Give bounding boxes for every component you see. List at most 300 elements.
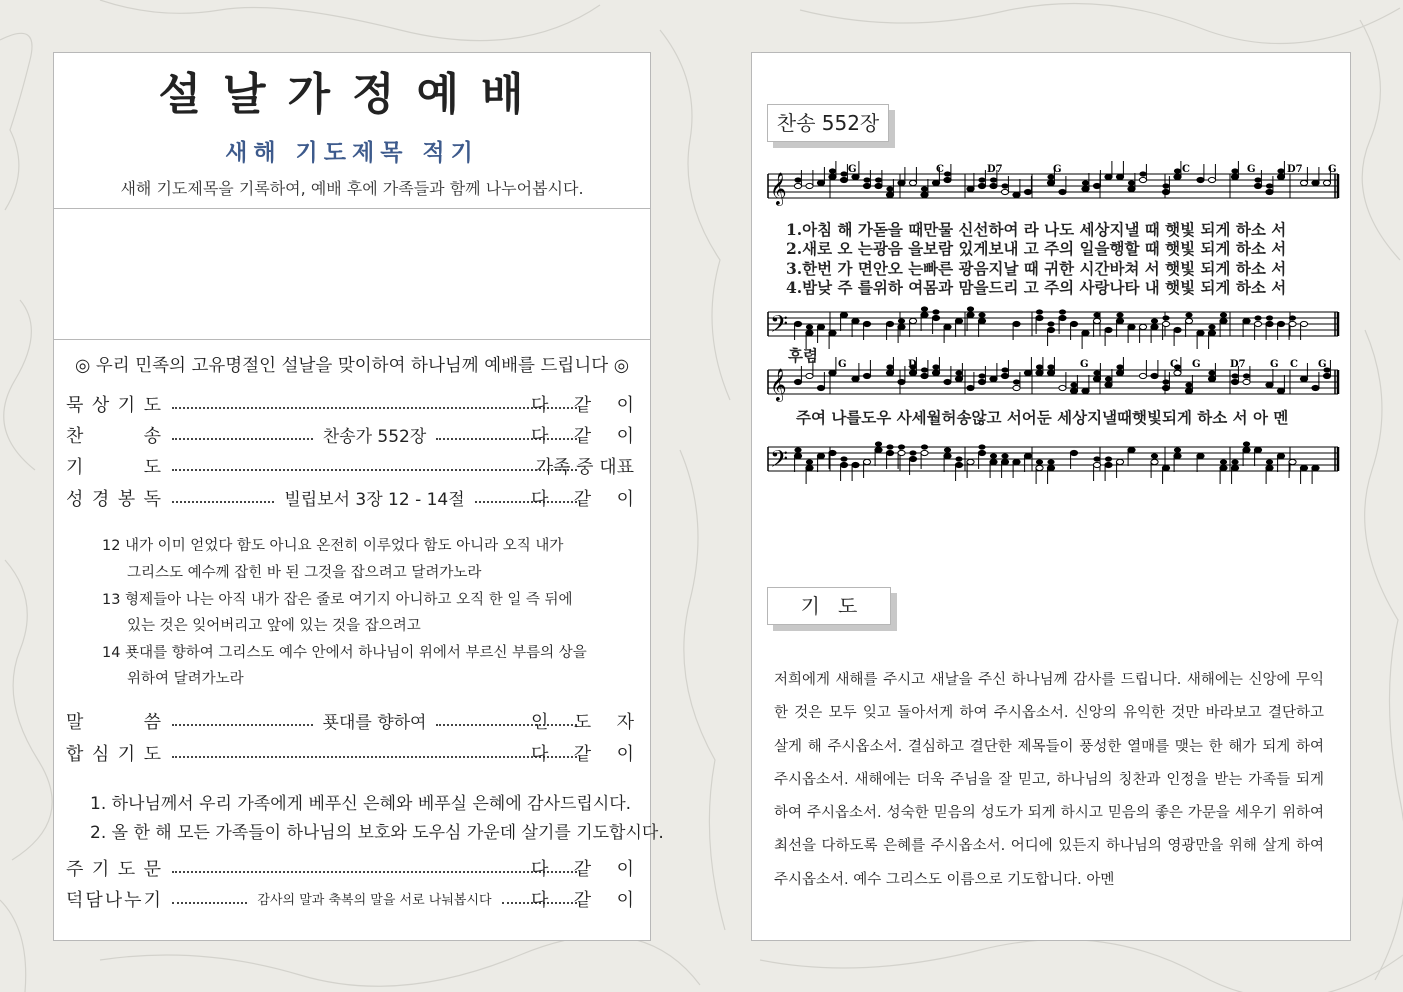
note-head (863, 321, 870, 326)
note-head (1277, 174, 1284, 179)
note-head (1001, 373, 1008, 378)
chord-symbol: D7 (987, 164, 1003, 175)
note-head (1116, 370, 1123, 375)
note-head (1185, 318, 1192, 323)
note-head (978, 312, 985, 317)
note-head (1013, 192, 1020, 197)
note-head (852, 318, 859, 323)
note-head (978, 177, 985, 182)
order-row (66, 424, 636, 450)
note-head (921, 373, 928, 378)
note-head (1312, 180, 1319, 185)
note-head (898, 450, 905, 455)
dot-leader (172, 455, 577, 481)
note-head (1254, 321, 1261, 326)
note-head (794, 321, 801, 326)
dot-leader (172, 888, 577, 914)
note-head (1001, 459, 1008, 464)
note-head (1070, 321, 1077, 326)
note-head (1231, 168, 1238, 173)
note-head (1082, 330, 1089, 335)
note-head (852, 376, 859, 381)
note-head (921, 192, 928, 197)
note-head (1070, 450, 1077, 455)
prayer-label: 기도 (767, 587, 891, 625)
note-head (990, 459, 997, 464)
note-head (886, 321, 893, 326)
hymn-label: 찬송 552장 (767, 104, 889, 142)
note-head (1231, 379, 1238, 384)
note-head (1093, 318, 1100, 323)
note-head (967, 306, 974, 311)
order-label: 묵 상 기 도 (66, 395, 161, 416)
note-head (863, 373, 870, 378)
note-head (1254, 183, 1261, 188)
note-head (921, 450, 928, 455)
note-head (1220, 459, 1227, 464)
note-head (898, 180, 905, 185)
note-head (1024, 189, 1031, 194)
note-head (978, 318, 985, 323)
note-head (1013, 459, 1020, 464)
order-label: 주 기 도 문 (66, 859, 161, 880)
note-head (1208, 370, 1215, 375)
note-head (955, 318, 962, 323)
note-head (886, 364, 893, 369)
note-head (1243, 379, 1250, 384)
note-head (1047, 459, 1054, 464)
note-head (1220, 318, 1227, 323)
note-head (1174, 447, 1181, 452)
note-head (1105, 327, 1112, 332)
order-leader: 다 같 이 (531, 744, 634, 765)
note-head (1059, 315, 1066, 320)
note-head (1139, 177, 1146, 182)
note-head (1300, 180, 1307, 185)
note-head (817, 180, 824, 185)
note-head (909, 456, 916, 461)
note-head (1128, 324, 1135, 329)
note-head (944, 171, 951, 176)
note-head (978, 373, 985, 378)
note-head (1208, 177, 1215, 182)
note-head (1289, 321, 1296, 326)
note-head (967, 459, 974, 464)
chord-symbol: C (936, 164, 944, 175)
scripture-line: 그리스도 예수께 잡힌 바 된 그것을 잡으려고 달려가노라 (127, 565, 482, 581)
note-head (909, 370, 916, 375)
note-head (1047, 321, 1054, 326)
note-head (1047, 370, 1054, 375)
order-detail: 빌립보서 3장 12 - 14절 (284, 490, 465, 510)
note-head (1266, 459, 1273, 464)
note-head (875, 183, 882, 188)
note-head (978, 450, 985, 455)
note-head (1001, 453, 1008, 458)
note-head (1093, 462, 1100, 467)
order-leader: 인 도 자 (531, 712, 634, 733)
chord-symbol: G (1270, 359, 1279, 370)
note-head (909, 450, 916, 455)
note-head (1001, 367, 1008, 372)
order-leader: 다 같 이 (531, 489, 634, 510)
scripture-line: 12 내가 이미 얻었다 함도 아니요 온전히 이루었다 함도 아니라 오직 내가 (102, 538, 564, 554)
note-head (1266, 382, 1273, 387)
note-head (1266, 189, 1273, 194)
note-head (1162, 321, 1169, 326)
note-head (955, 462, 962, 467)
chord-symbol: G (1192, 359, 1201, 370)
note-head (1289, 459, 1296, 464)
dot-leader (172, 742, 577, 768)
note-head (1174, 327, 1181, 332)
chord-symbol: C (1182, 164, 1190, 175)
note-head (1036, 364, 1043, 369)
note-head (1105, 376, 1112, 381)
note-head (955, 370, 962, 375)
note-head (1128, 186, 1135, 191)
dot-leader (172, 857, 577, 883)
clef-icon: 𝄞 (770, 368, 787, 401)
note-head (1300, 376, 1307, 381)
note-head (932, 315, 939, 320)
note-head (817, 324, 824, 329)
note-head (1277, 321, 1284, 326)
note-head (1162, 385, 1169, 390)
note-head (1139, 171, 1146, 176)
note-head (944, 177, 951, 182)
note-head (1277, 168, 1284, 173)
note-head (1059, 309, 1066, 314)
note-head (1024, 453, 1031, 458)
note-head (1185, 388, 1192, 393)
note-head (806, 324, 813, 329)
note-head (1047, 180, 1054, 185)
note-head (978, 444, 985, 449)
prayer-item: 1. 하나님께서 우리 가족에게 베푸신 은혜와 베푸실 은혜에 감사드립시다. (90, 794, 632, 814)
order-row (66, 710, 636, 736)
note-head (1128, 180, 1135, 185)
order-leader: 다 같 이 (531, 395, 634, 416)
note-head (1036, 459, 1043, 464)
hymn-verse: 2.새로 오 는광음 을보람 있게보내 고 주의 일을행할 때 햇빛 되게 하소 서 (786, 239, 1287, 258)
clef-icon: 𝄞 (770, 172, 787, 205)
note-head (1116, 459, 1123, 464)
hymn-refrain: 주여 나를도우 사세월허송않고 서어둔 세상지낼때햇빛되게 하소 서 아 멘 (796, 408, 1289, 427)
note-head (840, 456, 847, 461)
note-head (1197, 177, 1204, 182)
note-head (806, 183, 813, 188)
order-leader: 다 같 이 (531, 859, 634, 880)
note-head (1220, 465, 1227, 470)
order-row (66, 742, 636, 768)
note-head (817, 453, 824, 458)
note-head (1243, 441, 1250, 446)
note-head (967, 385, 974, 390)
note-head (1208, 330, 1215, 335)
note-head (1070, 382, 1077, 387)
note-head (1013, 385, 1020, 390)
note-head (944, 447, 951, 452)
note-head (1277, 388, 1284, 393)
note-head (898, 379, 905, 384)
note-head (1082, 186, 1089, 191)
note-head (886, 444, 893, 449)
note-head (909, 318, 916, 323)
note-head (1266, 465, 1273, 470)
note-head (806, 465, 813, 470)
note-head (852, 174, 859, 179)
note-head (932, 364, 939, 369)
note-head (1093, 376, 1100, 381)
note-head (1047, 465, 1054, 470)
note-head (932, 309, 939, 314)
chord-symbol: C (1170, 359, 1178, 370)
note-head (955, 376, 962, 381)
note-head (1139, 373, 1146, 378)
note-head (1013, 321, 1020, 326)
note-head (1093, 312, 1100, 317)
note-head (990, 177, 997, 182)
note-head (898, 318, 905, 323)
note-head (1116, 312, 1123, 317)
note-head (840, 312, 847, 317)
chord-symbol: G (1247, 164, 1256, 175)
note-head (1243, 447, 1250, 452)
page-title: 설날가정예배 (158, 69, 546, 120)
order-leader: 다 같 이 (531, 890, 634, 911)
subtitle: 새해 기도제목 적기 (225, 140, 479, 166)
note-head (829, 450, 836, 455)
order-detail: 감사의 말과 축복의 말을 서로 나눠봅시다 (257, 893, 492, 908)
chord-symbol: G (848, 164, 857, 175)
note-head (886, 192, 893, 197)
note-head (806, 330, 813, 335)
divider (53, 339, 651, 340)
note-head (1162, 183, 1169, 188)
note-head (1116, 318, 1123, 323)
note-head (1093, 370, 1100, 375)
clef-icon: 𝄢 (770, 445, 789, 478)
note-head (1208, 324, 1215, 329)
note-head (1323, 180, 1330, 185)
note-head (1174, 168, 1181, 173)
note-head (1174, 370, 1181, 375)
note-head (909, 180, 916, 185)
order-row (66, 487, 636, 513)
prayer-note-area[interactable] (54, 210, 650, 338)
dot-leader (172, 424, 577, 450)
note-head (806, 459, 813, 464)
note-head (1151, 318, 1158, 323)
note-head (1162, 315, 1169, 320)
note-head (978, 379, 985, 384)
order-label: 말 씀 (66, 712, 161, 733)
dot-leader (172, 487, 577, 513)
note-head (1047, 364, 1054, 369)
note-head (1162, 465, 1169, 470)
note-head (1277, 453, 1284, 458)
note-head (932, 180, 939, 185)
note-head (1254, 447, 1261, 452)
note-head (932, 370, 939, 375)
clef-icon: 𝄢 (770, 310, 789, 343)
note-head (829, 174, 836, 179)
note-head (944, 324, 951, 329)
chord-symbol: G (1318, 359, 1327, 370)
note-head (806, 373, 813, 378)
note-head (1093, 456, 1100, 461)
scripture-line: 위하여 달려가노라 (127, 671, 244, 687)
order-leader: 가족 중 대표 (535, 457, 634, 478)
chord-symbol: D7 (1287, 164, 1303, 175)
note-head (1266, 321, 1273, 326)
note-head (794, 183, 801, 188)
note-head (863, 177, 870, 182)
note-head (1116, 174, 1123, 179)
hymn-sheet-music (760, 160, 1345, 490)
note-head (1036, 370, 1043, 375)
note-head (1162, 189, 1169, 194)
note-head (921, 186, 928, 191)
prayer-text: 저희에게 새해를 주시고 새날을 주신 하나님께 감사를 드립니다. 새해에는 신앙에 무익한 것은 모두 잊고 돌아서게 하여 주시옵소서. 신앙의 유익한 것만 바라보고 결단하고 살게 해 주시옵소서. 결심하고 결단한 제목들이 풍성한 열매를 맺는 한 해가 되게 하여 주시옵소서. 새해에는 더욱 주님을 잘 믿고, 하나님의 칭찬과 인정을 받는 가족들 되게 하여 주시옵소서. 성숙한 믿음의 성도가 되게 하시고 믿음의 좋은 가문을 세우기 위하여 최선을 다하도록 은혜를 주시옵소서. 어디에 있든지 하나님의 영광만을 위해 살게 하여 주시옵소서. 예수 그리스도 이름으로 기도합니다. 아멘 (774, 672, 1324, 888)
note-head (921, 367, 928, 372)
note-head (886, 186, 893, 191)
hymn-verse: 4.밤낮 주 를위하 여몸과 맘을드리 고 주의 사랑나타 내 햇빛 되게 하소 서 (786, 278, 1287, 297)
note-head (817, 385, 824, 390)
scripture-line: 13 형제들아 나는 아직 내가 잡은 줄로 여기지 아니하고 오직 한 일 즉 뒤에 (102, 592, 573, 608)
scripture-line: 14 푯대를 향하여 그리스도 예수 안에서 하나님이 위에서 부르신 부름의 상을 (102, 645, 587, 661)
note-head (875, 441, 882, 446)
chord-symbol: G (1080, 359, 1089, 370)
note-head (829, 330, 836, 335)
note-head (1312, 385, 1319, 390)
note-head (840, 462, 847, 467)
note-head (1243, 318, 1250, 323)
note-head (1013, 379, 1020, 384)
order-label: 덕 담 나 누 기 (66, 890, 161, 911)
note-head (852, 462, 859, 467)
refrain-label: 후렴 (788, 346, 818, 365)
note-head (921, 312, 928, 317)
note-head (1197, 330, 1204, 335)
note-head (1266, 183, 1273, 188)
note-head (1001, 183, 1008, 188)
note-head (829, 168, 836, 173)
note-head (1024, 370, 1031, 375)
order-leader: 다 같 이 (531, 426, 634, 447)
note-head (1151, 459, 1158, 464)
note-head (794, 447, 801, 452)
note-head (955, 456, 962, 461)
note-head (898, 444, 905, 449)
order-row (66, 393, 636, 419)
note-head (990, 183, 997, 188)
note-head (794, 453, 801, 458)
dot-leader (172, 710, 577, 736)
note-head (1139, 324, 1146, 329)
note-head (1197, 453, 1204, 458)
note-head (944, 453, 951, 458)
note-head (1231, 465, 1238, 470)
order-row (66, 455, 636, 481)
note-head (1047, 327, 1054, 332)
note-head (886, 370, 893, 375)
note-head (1174, 174, 1181, 179)
note-head (1185, 382, 1192, 387)
note-head (1105, 456, 1112, 461)
order-label: 합 심 기 도 (66, 744, 161, 765)
note-head (978, 183, 985, 188)
note-head (840, 177, 847, 182)
note-head (794, 177, 801, 182)
chord-symbol: D (908, 359, 917, 370)
note-head (1116, 364, 1123, 369)
note-head (1105, 174, 1112, 179)
note-head (1289, 315, 1296, 320)
note-head (967, 312, 974, 317)
note-head (1300, 321, 1307, 326)
order-row (66, 888, 636, 914)
note-head (1082, 180, 1089, 185)
note-head (1254, 315, 1261, 320)
divider (53, 208, 651, 209)
prayer-item: 2. 올 한 해 모든 가족들이 하나님의 보호와 도우심 가운데 살기를 기도합시다. (90, 823, 664, 843)
note-head (898, 324, 905, 329)
hymn-verse: 3.한번 가 면안오 는빠른 광음지날 때 귀한 시간바쳐 서 햇빛 되게 하소 서 (786, 259, 1287, 278)
note-head (1185, 312, 1192, 317)
note-head (1312, 465, 1319, 470)
note-head (1151, 453, 1158, 458)
note-head (886, 450, 893, 455)
note-head (1254, 177, 1261, 182)
note-head (1151, 373, 1158, 378)
note-head (1059, 385, 1066, 390)
note-head (1047, 174, 1054, 179)
chord-symbol: G (838, 359, 847, 370)
note-head (1243, 373, 1250, 378)
note-head (1036, 315, 1043, 320)
note-head (1231, 459, 1238, 464)
note-head (794, 379, 801, 384)
chord-symbol: G (1328, 164, 1337, 175)
hymn-verse: 1.아침 해 가돋을 때만물 신선하여 라 나도 세상지낼 때 햇빛 되게 하소 서 (786, 220, 1287, 239)
scripture-line: 있는 것은 잊어버리고 앞에 있는 것을 잡으려고 (127, 618, 421, 634)
note-head (1036, 309, 1043, 314)
note-head (990, 453, 997, 458)
note-head (1300, 465, 1307, 470)
note-head (990, 376, 997, 381)
greeting-line: ◎ 우리 민족의 고유명절인 설날을 맞이하여 하나님께 예배를 드립니다 ◎ (75, 356, 629, 376)
note-head (967, 186, 974, 191)
note-head (875, 177, 882, 182)
chord-symbol: G (1053, 164, 1062, 175)
note-head (1082, 388, 1089, 393)
note-head (1323, 373, 1330, 378)
note-head (944, 379, 951, 384)
note-head (863, 183, 870, 188)
note-head (1208, 376, 1215, 381)
note-head (1036, 465, 1043, 470)
note-head (1162, 379, 1169, 384)
chord-symbol: D7 (1230, 359, 1246, 370)
note-head (1174, 453, 1181, 458)
order-detail: 찬송가 552장 (322, 427, 427, 447)
order-label: 기 도 (66, 457, 161, 478)
note-head (1105, 382, 1112, 387)
note-head (1059, 189, 1066, 194)
note-head (1105, 462, 1112, 467)
